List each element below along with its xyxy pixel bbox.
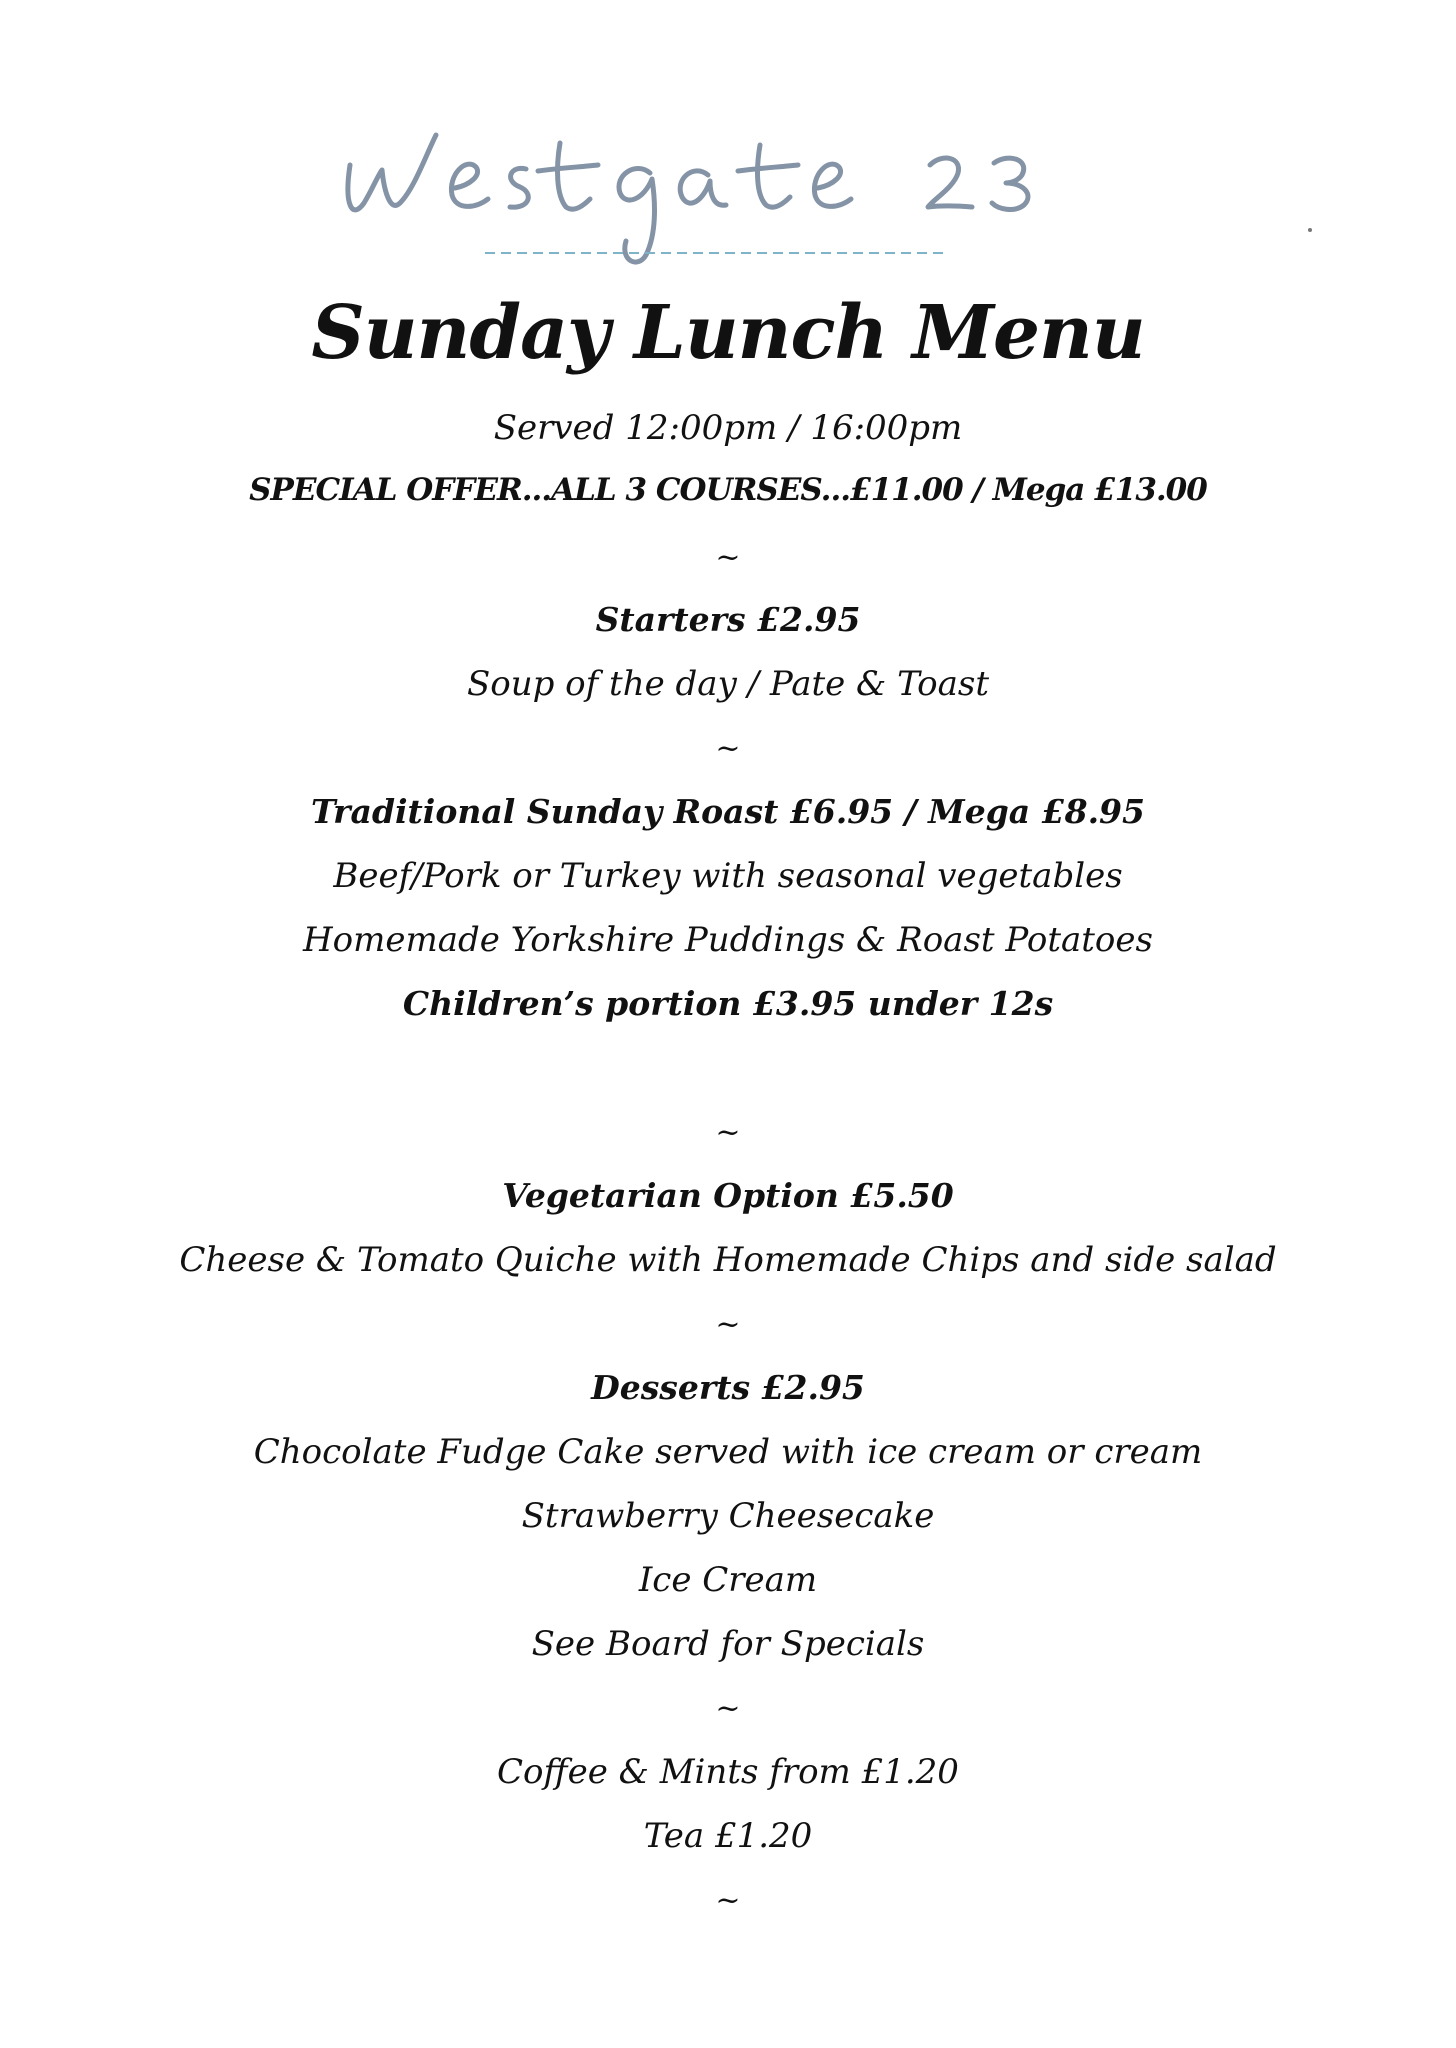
page-title: Sunday Lunch Menu [311, 290, 1145, 376]
roast-item: Beef/Pork or Turkey with seasonal vegetables [333, 856, 1123, 896]
section-separator: ~ [715, 1307, 741, 1342]
section-separator: ~ [715, 731, 741, 766]
children-portion-note: Children’s portion £3.95 under 12s [402, 984, 1054, 1023]
brand-underline [485, 251, 945, 255]
dessert-item: Chocolate Fudge Cake served with ice cream or cream [253, 1432, 1203, 1472]
section-separator: ~ [715, 540, 741, 575]
desserts-heading: Desserts £2.95 [591, 1368, 865, 1407]
scan-speck [1308, 228, 1312, 232]
section-separator: ~ [715, 1883, 741, 1918]
dessert-item: See Board for Specials [531, 1624, 925, 1664]
roast-item: Homemade Yorkshire Puddings & Roast Potatoes [303, 920, 1153, 960]
dessert-item: Strawberry Cheesecake [521, 1496, 935, 1536]
starters-item: Soup of the day / Pate & Toast [466, 664, 990, 704]
drinks-item: Coffee & Mints from £1.20 [497, 1752, 959, 1792]
section-separator: ~ [715, 1691, 741, 1726]
brand-logo [330, 95, 1130, 265]
served-hours: Served 12:00pm / 16:00pm [493, 408, 963, 448]
roast-heading: Traditional Sunday Roast £6.95 / Mega £8.95 [311, 792, 1145, 831]
starters-heading: Starters £2.95 [595, 600, 861, 639]
vegetarian-item: Cheese & Tomato Quiche with Homemade Chips and side salad [179, 1240, 1277, 1280]
dessert-item: Ice Cream [638, 1560, 818, 1600]
section-separator: ~ [715, 1115, 741, 1150]
special-offer: SPECIAL OFFER...ALL 3 COURSES...£11.00 / Mega £13.00 [249, 472, 1207, 508]
vegetarian-heading: Vegetarian Option £5.50 [502, 1176, 954, 1215]
drinks-item: Tea £1.20 [643, 1816, 813, 1856]
